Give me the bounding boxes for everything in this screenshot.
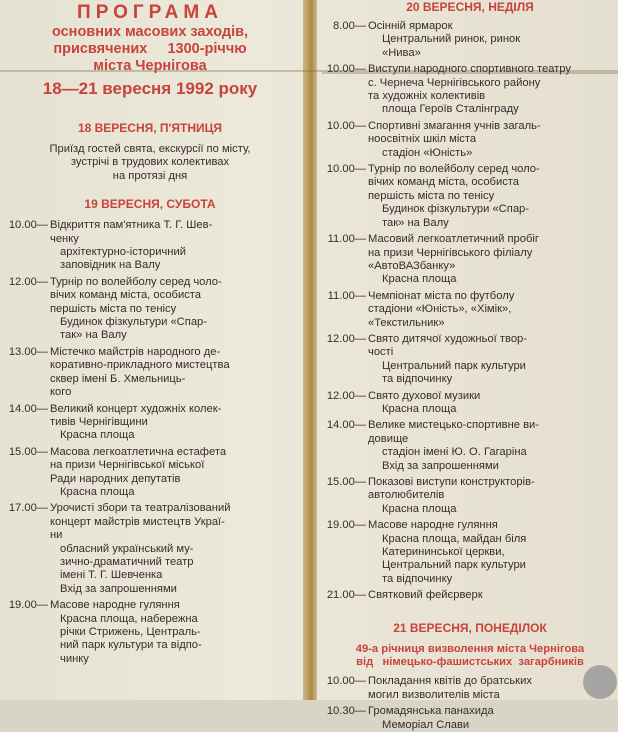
event-time: 10.00— xyxy=(326,163,366,176)
event-description-line: Осінній ярмарок xyxy=(368,20,453,32)
event-venue-line: Красна площа xyxy=(382,402,457,415)
event-venue-line: Катерининської церкви, xyxy=(382,546,505,559)
program-subtitle-1: основних масових заходів, xyxy=(51,24,249,40)
event-description-line: могил визволителів міста xyxy=(368,688,500,701)
event-description-line: Містечко майстрів народного де- xyxy=(50,345,221,358)
event-description-line: Чемпіонат міста по футболу xyxy=(368,289,515,302)
event-row xyxy=(322,675,618,702)
event-row xyxy=(0,502,300,542)
event-description xyxy=(50,276,300,316)
event-venue-line: Будинок фізкультури «Спар- xyxy=(382,203,529,216)
event-venue-line: стадіон імені Ю. О. Гагаріна xyxy=(382,446,527,459)
event-row xyxy=(322,589,618,602)
event-time: 17.00— xyxy=(8,502,48,515)
event-description xyxy=(368,675,618,702)
day-18-text-3: на протязі дня xyxy=(112,169,188,182)
event-venue-line: та відпочинку xyxy=(382,572,453,585)
event-description xyxy=(50,446,300,486)
event-description-line: Свято дитячої художньої твор- xyxy=(368,332,527,345)
event-description-line: с. Чернеча Чернігівського району xyxy=(368,76,541,89)
event-description-line: Масовий легкоатлетичний пробіг xyxy=(368,233,539,246)
paper-fold-right xyxy=(322,72,618,74)
event-venue-line: чинку xyxy=(60,652,89,665)
event-description xyxy=(368,233,618,273)
event-venue-line: обласний український му- xyxy=(60,542,194,555)
event-description-line: довище xyxy=(368,432,409,445)
event-row xyxy=(322,163,618,203)
event-venue-line: Меморіал Слави xyxy=(382,718,470,731)
anniversary-line-1: 49-а річниця визволення міста Чернігова xyxy=(355,642,585,655)
event-description xyxy=(368,290,618,330)
event-description xyxy=(368,476,618,503)
event-time: 10.30— xyxy=(326,705,366,718)
event-description-line: вічих команд міста, особиста xyxy=(368,176,520,189)
event-row xyxy=(322,705,618,718)
event-row xyxy=(322,120,618,147)
event-row xyxy=(322,20,618,33)
event-venue-line: ний парк культури та відпо- xyxy=(60,639,202,652)
event-row xyxy=(0,219,300,246)
event-description xyxy=(50,219,300,246)
event-row xyxy=(0,346,300,400)
event-description-line: тивів Чернігівщини xyxy=(50,415,148,428)
event-description xyxy=(368,519,618,532)
event-time: 10.00— xyxy=(326,63,366,76)
event-description xyxy=(368,163,618,203)
event-venue-line: заповідник на Валу xyxy=(60,259,161,272)
event-description-line: ни xyxy=(50,529,63,542)
event-venue-line: річки Стрижень, Централь- xyxy=(60,626,201,638)
event-venue-line: зично-драматичний театр xyxy=(60,555,194,568)
event-description-line: «Текстильник» xyxy=(368,316,445,329)
event-description-line: на призи Чернігівської міської xyxy=(50,459,205,472)
event-venue-line: «Нива» xyxy=(382,46,421,59)
event-time: 15.00— xyxy=(8,445,48,458)
event-description-line: першість міста по тенісу xyxy=(50,302,177,315)
event-row xyxy=(322,390,618,403)
event-description-line: Урочисті збори та театралізований xyxy=(50,502,231,515)
event-time: 10.00— xyxy=(8,219,48,232)
day-21-heading: 21 ВЕРЕСНЯ, ПОНЕДІЛОК xyxy=(393,620,547,635)
event-description-line: Показові виступи конструкторів- xyxy=(368,476,535,488)
event-venue-line: Центральний парк культури xyxy=(382,359,526,372)
event-venue-line: Центральний ринок, ринок xyxy=(382,33,521,46)
event-venue-line: архітектурно-історичний xyxy=(60,246,186,259)
event-time: 14.00— xyxy=(326,419,366,432)
event-description-line: Громадянська панахида xyxy=(368,705,494,718)
event-time: 10.00— xyxy=(326,119,366,132)
event-description xyxy=(368,120,618,147)
event-venue-line: стадіон «Юність» xyxy=(382,146,473,159)
event-description-line: Масова легкоатлетична естафета xyxy=(50,445,227,458)
day-20-heading: 20 ВЕРЕСНЯ, НЕДІЛЯ xyxy=(406,0,534,14)
event-description-line: Велике мистецько-спортивне ви- xyxy=(368,419,539,432)
event-description-line: Покладання квітів до братських xyxy=(368,675,532,688)
event-description xyxy=(368,20,618,33)
event-description xyxy=(368,705,618,718)
right-column xyxy=(322,0,618,731)
event-description-line: першість міста по тенісу xyxy=(368,189,495,202)
event-description xyxy=(368,390,618,403)
event-venue-line: так» на Валу xyxy=(60,329,127,342)
program-subtitle-2: присвячених 1300-річчю xyxy=(53,41,247,57)
event-venue-line: та відпочинку xyxy=(382,373,453,386)
day-21-events xyxy=(322,675,618,732)
day-18-text-1: Приїзд гостей свята, екскурсії по місту, xyxy=(49,143,251,155)
event-description xyxy=(368,63,618,103)
event-description xyxy=(368,419,618,446)
event-time: 12.00— xyxy=(326,389,366,402)
event-venue-line: Красна площа xyxy=(60,485,135,498)
event-time: 21.00— xyxy=(326,589,366,602)
event-description-line: на призи Чернігівського філіалу xyxy=(368,246,533,259)
event-venue-line: Красна площа xyxy=(382,273,457,286)
event-description-line: Турнір по волейболу серед чоло- xyxy=(368,163,540,176)
event-venue-line: Вхід за запрошеннями xyxy=(60,582,177,595)
event-description-line: коративно-прикладного мистецтва xyxy=(50,359,230,372)
event-description xyxy=(50,599,300,612)
event-row xyxy=(322,63,618,103)
event-time: 13.00— xyxy=(8,345,48,358)
event-description xyxy=(50,346,300,400)
event-description-line: Ради народних депутатів xyxy=(50,472,181,485)
event-description-line: кого xyxy=(50,386,72,399)
event-time: 10.00— xyxy=(326,675,366,688)
program-subtitle-3: міста Чернігова xyxy=(93,58,207,74)
event-row xyxy=(322,333,618,360)
day-19-events xyxy=(0,219,300,666)
event-description-line: концерт майстрів мистецтв Украї- xyxy=(50,515,225,528)
event-time: 8.00— xyxy=(333,20,366,32)
event-venue-line: площа Героїв Сталінграду xyxy=(382,103,519,116)
event-venue-line: Красна площа, набережна xyxy=(60,612,198,625)
event-row xyxy=(0,599,300,612)
event-row xyxy=(322,476,618,503)
event-description xyxy=(368,589,618,602)
event-row xyxy=(322,519,618,532)
event-time: 19.00— xyxy=(8,599,48,612)
event-description-line: Турнір по волейболу серед чоло- xyxy=(50,275,222,288)
event-time: 12.00— xyxy=(8,275,48,288)
event-description-line: автолюбителів xyxy=(368,489,445,502)
day-18-heading: 18 ВЕРЕСНЯ, П'ЯТНИЦЯ xyxy=(77,121,223,135)
event-venue-line: так» на Валу xyxy=(382,216,449,229)
event-description xyxy=(368,333,618,360)
event-description xyxy=(50,502,300,542)
event-time: 14.00— xyxy=(8,402,48,415)
event-description-line: ченку xyxy=(50,232,79,245)
day-18-text-2: зустрічі в трудових колективах xyxy=(70,156,230,169)
event-description-line: сквер імені Б. Хмельниць- xyxy=(50,372,186,385)
program-title: ПРОГРАМА xyxy=(77,2,223,23)
event-venue-line: Красна площа xyxy=(60,429,135,442)
event-time: 11.00— xyxy=(327,289,366,302)
event-row xyxy=(0,446,300,486)
event-description-line: Спортивні змагання учнів загаль- xyxy=(368,119,541,132)
event-venue-line: Красна площа xyxy=(382,502,457,515)
event-description-line: вічих команд міста, особиста xyxy=(50,289,202,302)
event-time: 11.00— xyxy=(327,233,366,246)
event-venue-line: Центральний парк культури xyxy=(382,559,526,572)
day-20-events xyxy=(322,20,618,603)
event-description xyxy=(50,403,300,430)
event-description-line: Виступи народного спортивного театру xyxy=(368,63,571,76)
event-row xyxy=(322,290,618,330)
event-description-line: та художніх колективів xyxy=(368,90,486,103)
day-19-heading: 19 ВЕРЕСНЯ, СУБОТА xyxy=(84,197,216,212)
program-dates: 18—21 вересня 1992 року xyxy=(42,79,258,98)
event-description-line: Масове народне гуляння xyxy=(50,599,180,612)
event-row xyxy=(322,233,618,273)
left-column xyxy=(0,0,300,700)
event-venue-line: імені Т. Г. Шевченка xyxy=(60,569,163,582)
event-description-line: «АвтоВАЗбанку» xyxy=(368,259,456,272)
event-row xyxy=(0,276,300,316)
event-description-line: Свято духової музики xyxy=(368,389,481,402)
event-description-line: ноосвітніх шкіл міста xyxy=(368,133,477,146)
event-description-line: Святковий фейєрверк xyxy=(368,589,483,602)
event-description-line: Масове народне гуляння xyxy=(368,519,498,532)
event-venue-line: Красна площа, майдан біля xyxy=(382,532,527,545)
event-venue-line: Вхід за запрошеннями xyxy=(382,459,499,472)
center-fold-divider xyxy=(303,0,317,700)
event-description-line: Відкриття пам'ятника Т. Г. Шев- xyxy=(50,219,213,232)
event-time: 19.00— xyxy=(326,519,366,532)
event-row xyxy=(322,419,618,446)
event-time: 12.00— xyxy=(326,332,366,345)
anniversary-line-2: від німецько-фашистських загарбників xyxy=(356,656,584,669)
event-description-line: стадіони «Юність», «Хімік», xyxy=(368,303,512,316)
event-description-line: чості xyxy=(368,346,394,359)
event-description-line: Великий концерт художніх колек- xyxy=(50,402,222,415)
event-venue-line: Будинок фізкультури «Спар- xyxy=(60,316,207,329)
watermark-logo-icon xyxy=(583,665,617,699)
event-row xyxy=(0,403,300,430)
event-time: 15.00— xyxy=(326,476,366,488)
